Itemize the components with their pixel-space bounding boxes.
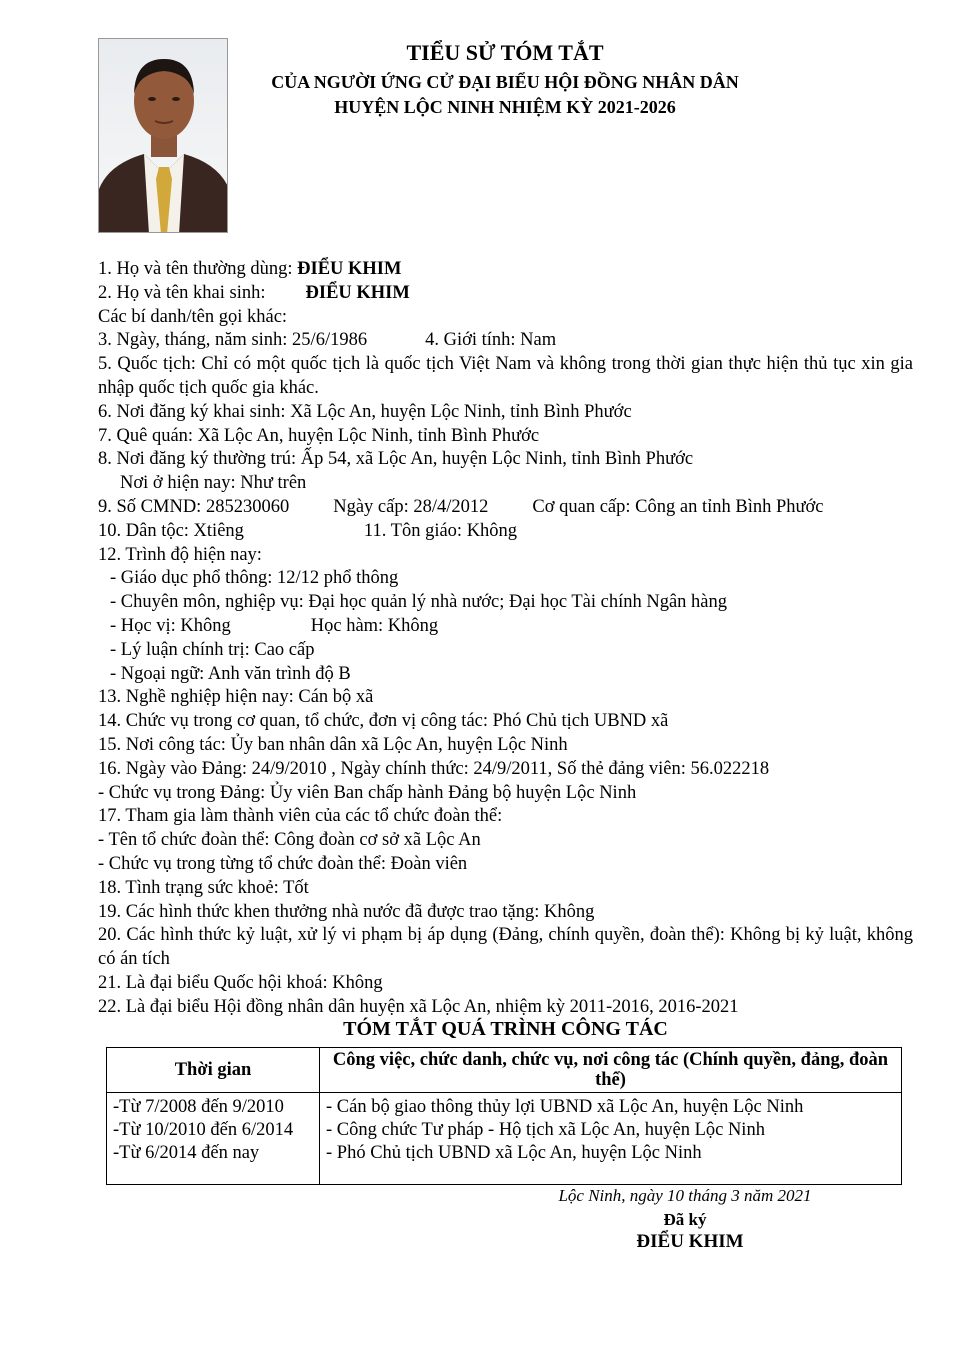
time-item: -Từ 10/2010 đến 6/2014 [113, 1120, 294, 1140]
field-label: 2. Họ và tên khai sinh: [98, 282, 266, 303]
field-national-assembly: 21. Là đại biểu Quốc hội khoá: Không [98, 972, 383, 993]
time-item: -Từ 7/2008 đến 9/2010 [113, 1097, 284, 1117]
field-health: 18. Tình trạng sức khoẻ: Tốt [98, 877, 309, 898]
field-discipline: 20. Các hình thức kỷ luật, xử lý vi phạm bị áp dụng (Đảng, chính quyền, đoàn thể): Không bị kỷ luật, không có án tích [98, 925, 913, 970]
time-cell [107, 1093, 320, 1185]
signature-status: Đã ký [663, 1210, 707, 1229]
field-academic-title: Học hàm: Không [310, 615, 439, 636]
time-item: -Từ 6/2014 đến nay [113, 1143, 260, 1163]
field-degree [98, 615, 913, 639]
field-id-issuer: Cơ quan cấp: Công an tỉnh Bình Phước [532, 496, 824, 517]
field-religion: 11. Tôn giáo: Không [363, 520, 518, 541]
field-birth-gender [98, 329, 913, 353]
field-ethnicity: 10. Dân tộc: Xtiêng [98, 520, 244, 541]
portrait-photo [98, 38, 228, 233]
field-specialization: - Chuyên môn, nghiệp vụ: Đại học quản lý nhà nước; Đại học Tài chính Ngân hàng [110, 592, 727, 613]
field-council-delegate: 22. Là đại biểu Hội đồng nhân dân huyện xã Lộc An, nhiệm kỳ 2011-2016, 2016-2021 [98, 996, 739, 1017]
field-party-position: - Chức vụ trong Đảng: Ủy viên Ban chấp hành Đảng bộ huyện Lộc Ninh [98, 782, 637, 803]
column-header-job: Công việc, chức danh, chức vụ, nơi công tác (Chính quyền, đảng, đoàn thể) [320, 1048, 902, 1093]
field-value: ĐIỂU KHIM [297, 259, 402, 279]
field-gender: 4. Giới tính: Nam [425, 330, 557, 351]
field-organization-role: - Chức vụ trong từng tổ chức đoàn thể: Đoàn viên [98, 853, 468, 874]
field-occupation: 13. Nghề nghiệp hiện nay: Cán bộ xã [98, 687, 374, 708]
field-alias: Các bí danh/tên gọi khác: [98, 306, 288, 327]
field-birth-name [98, 282, 913, 306]
work-history-table [106, 1047, 902, 1185]
field-permanent-residence: 8. Nơi đăng ký thường trú: Ấp 54, xã Lộc An, huyện Lộc Ninh, tỉnh Bình Phước [98, 449, 694, 470]
field-political-theory: - Lý luận chính trị: Cao cấp [110, 639, 315, 660]
field-organization-name: - Tên tổ chức đoàn thể: Công đoàn cơ sở xã Lộc An [98, 830, 481, 851]
field-awards: 19. Các hình thức khen thưởng nhà nước đã được trao tặng: Không [98, 901, 595, 922]
field-general-education: - Giáo dục phổ thông: 12/12 phổ thông [110, 568, 399, 589]
job-cell [320, 1093, 902, 1185]
field-id-number: 9. Số CMND: 285230060 [98, 496, 290, 517]
table-header-row [107, 1048, 902, 1093]
document-title: TIỂU SỬ TÓM TẮT [406, 40, 604, 65]
field-workplace: 15. Nơi công tác: Ủy ban nhân dân xã Lộc An, huyện Lộc Ninh [98, 734, 568, 755]
field-common-name [98, 258, 913, 282]
field-birth-date: 3. Ngày, tháng, năm sinh: 25/6/1986 [98, 330, 368, 351]
field-id-date: Ngày cấp: 28/4/2012 [333, 496, 489, 517]
signature-name: ĐIỂU KHIM [636, 1231, 744, 1252]
biography [98, 258, 913, 1020]
field-hometown: 7. Quê quán: Xã Lộc An, huyện Lộc Ninh, tỉnh Bình Phước [98, 425, 540, 446]
job-item: - Cán bộ giao thông thủy lợi UBND xã Lộc An, huyện Lộc Ninh [326, 1097, 804, 1117]
field-value: ĐIỂU KHIM [305, 282, 410, 303]
job-item: - Phó Chủ tịch UBND xã Lộc An, huyện Lộc Ninh [326, 1143, 702, 1163]
field-id-card [98, 496, 913, 520]
table-row [107, 1093, 902, 1185]
field-label: 1. Họ và tên thường dùng: [98, 259, 298, 279]
field-organizations: 17. Tham gia làm thành viên của các tổ chức đoàn thể: [98, 806, 503, 827]
field-ethnicity-religion [98, 520, 913, 544]
column-header-time: Thời gian [107, 1048, 320, 1093]
job-item: - Công chức Tư pháp - Hộ tịch xã Lộc An, huyện Lộc Ninh [326, 1120, 765, 1140]
portrait-icon [99, 39, 228, 233]
field-foreign-language: - Ngoại ngữ: Anh văn trình độ B [110, 663, 351, 684]
field-current-residence: Nơi ở hiện nay: Như trên [120, 473, 307, 494]
document-subtitle: CỦA NGƯỜI ỨNG CỬ ĐẠI BIỂU HỘI ĐỒNG NHÂN DÂN [271, 72, 739, 92]
field-position: 14. Chức vụ trong cơ quan, tổ chức, đơn vị công tác: Phó Chủ tịch UBND xã [98, 711, 669, 732]
field-academic-degree: - Học vị: Không [110, 615, 231, 636]
signature-date: Lộc Ninh, ngày 10 tháng 3 năm 2021 [558, 1186, 812, 1205]
field-party-membership: 16. Ngày vào Đảng: 24/9/2010 , Ngày chính thức: 24/9/2011, Số thẻ đảng viên: 56.022218 [98, 758, 770, 779]
document-subtitle-term: HUYỆN LỘC NINH NHIỆM KỲ 2021-2026 [334, 97, 676, 117]
work-history-title: TÓM TẮT QUÁ TRÌNH CÔNG TÁC [343, 1018, 668, 1040]
field-birth-registration: 6. Nơi đăng ký khai sinh: Xã Lộc An, huyện Lộc Ninh, tỉnh Bình Phước [98, 401, 632, 422]
field-nationality: 5. Quốc tịch: Chỉ có một quốc tịch là quốc tịch Việt Nam và không trong thời gian thực hiện thủ tục xin gia nhập quốc tịch quốc gia khác. [98, 354, 913, 398]
field-education-heading: 12. Trình độ hiện nay: [98, 544, 262, 565]
